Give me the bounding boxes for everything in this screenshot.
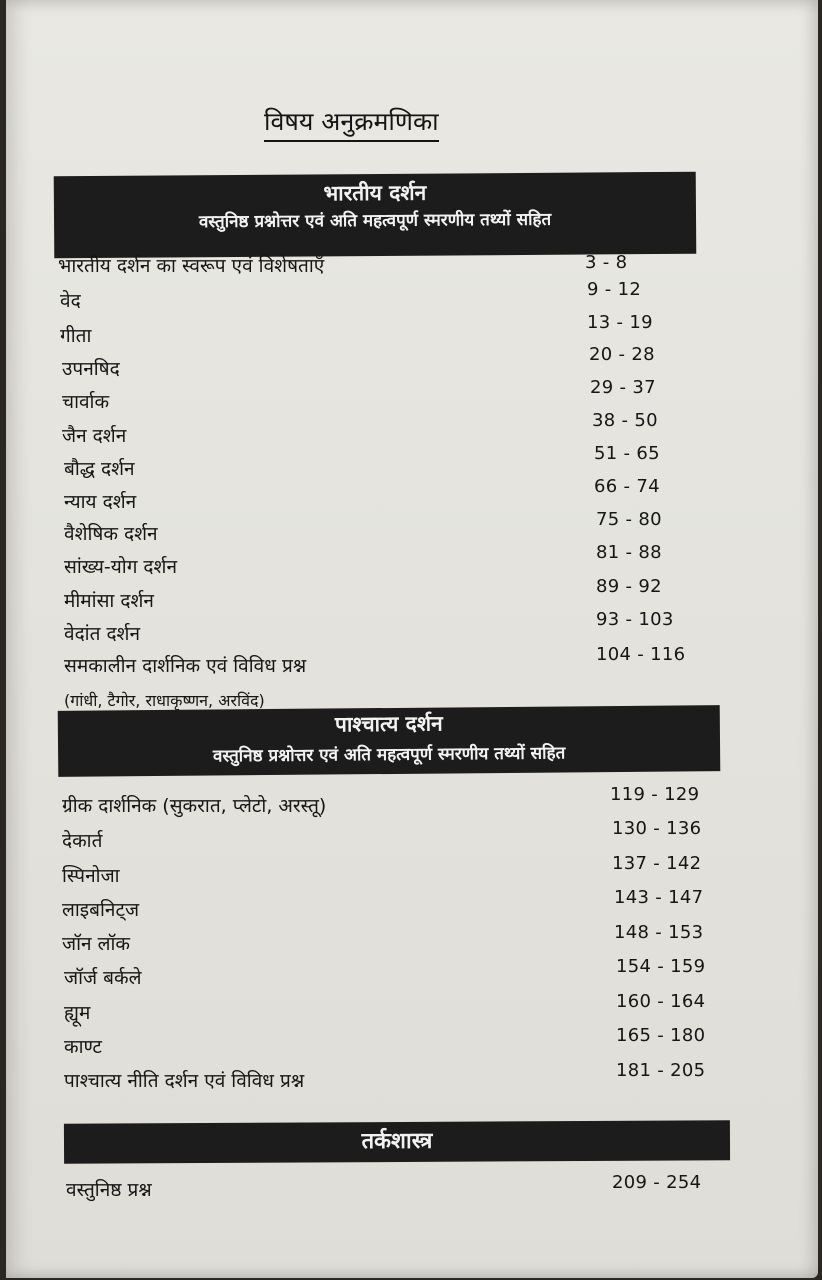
- toc-entry-label: भारतीय दर्शन का स्वरूप एवं विशेषताएँ: [58, 255, 325, 277]
- toc-entry-pages: 209 - 254: [612, 1172, 702, 1193]
- section-banner-indian-philosophy: [54, 172, 697, 258]
- section-banner-western-philosophy: [58, 705, 721, 777]
- toc-entry-pages: 3 - 8: [585, 252, 628, 273]
- section-subheading: वस्तुनिष्ठ प्रश्नोत्तर एवं अति महत्वपूर्ण स्मरणीय तथ्यों सहित: [212, 743, 566, 767]
- section-heading: भारतीय दर्शन: [323, 180, 427, 206]
- toc-entry-label: वेद: [60, 290, 81, 312]
- toc-entry-pages: 13 - 19: [587, 312, 653, 333]
- toc-entry-pages: 130 - 136: [612, 818, 702, 839]
- section-heading: पाश्चात्य दर्शन: [334, 711, 443, 737]
- toc-entry-label: गीता: [60, 325, 92, 347]
- toc-entry-label: स्पिनोजा: [62, 865, 120, 887]
- toc-entry-pages: 104 - 116: [596, 644, 686, 665]
- book-page: [6, 0, 818, 1278]
- toc-entry-pages: 119 - 129: [610, 784, 700, 805]
- toc-entry-label: जॉर्ज बर्कले: [64, 967, 142, 989]
- toc-entry-pages: 29 - 37: [590, 377, 656, 398]
- toc-entry-pages: 154 - 159: [616, 956, 706, 977]
- toc-entry-pages: 20 - 28: [589, 344, 655, 365]
- section-banner-logic: [64, 1120, 730, 1163]
- toc-entry-pages: 75 - 80: [596, 509, 662, 530]
- toc-entry-label: ह्यूम: [64, 1002, 91, 1024]
- section-subheading: वस्तुनिष्ठ प्रश्नोत्तर एवं अति महत्वपूर्ण स्मरणीय तथ्यों सहित: [198, 209, 552, 233]
- toc-entry-label: देकार्त: [62, 830, 103, 852]
- toc-entry-label: वेदांत दर्शन: [64, 623, 140, 645]
- toc-entry-label: मीमांसा दर्शन: [64, 590, 154, 612]
- toc-entry-pages: 9 - 12: [587, 279, 642, 300]
- toc-entry-label: ग्रीक दार्शनिक (सुकरात, प्लेटो, अरस्तू): [62, 795, 327, 817]
- page-title: विषय अनुक्रमणिका: [264, 104, 439, 142]
- toc-entry-pages: 66 - 74: [594, 476, 660, 497]
- toc-entry-pages: 93 - 103: [596, 609, 674, 630]
- toc-entry-label: जॉन लॉक: [62, 933, 130, 955]
- toc-entry-pages: 143 - 147: [614, 887, 704, 908]
- toc-entry-label: उपनषिद: [62, 358, 120, 380]
- toc-entry-pages: 51 - 65: [594, 443, 660, 464]
- toc-entry-label: पाश्चात्य नीति दर्शन एवं विविध प्रश्न: [64, 1070, 305, 1092]
- section-heading: तर्कशास्त्र: [361, 1128, 433, 1155]
- toc-entry-note: (गांधी, टैगोर, राधाकृष्णन, अरविंद): [64, 691, 265, 710]
- toc-entry-label: काण्ट: [64, 1036, 102, 1058]
- toc-entry-pages: 89 - 92: [596, 576, 662, 597]
- toc-entry-pages: 181 - 205: [616, 1060, 706, 1081]
- toc-entry-label: लाइबनिट्ज: [62, 899, 140, 921]
- toc-entry-label: बौद्ध दर्शन: [64, 458, 135, 480]
- toc-entry-label: जैन दर्शन: [62, 425, 127, 447]
- toc-entry-pages: 160 - 164: [616, 991, 706, 1012]
- toc-entry-label: समकालीन दार्शनिक एवं विविध प्रश्न: [64, 655, 307, 677]
- toc-entry-pages: 137 - 142: [612, 853, 702, 874]
- toc-entry-label: सांख्य-योग दर्शन: [64, 556, 177, 578]
- toc-entry-pages: 38 - 50: [592, 410, 658, 431]
- toc-entry-pages: 81 - 88: [596, 542, 662, 563]
- toc-entry-label: वैशेषिक दर्शन: [64, 523, 158, 545]
- toc-entry-pages: 148 - 153: [614, 922, 704, 943]
- toc-entry-label: न्याय दर्शन: [64, 491, 137, 513]
- toc-entry-label: चार्वाक: [62, 391, 110, 413]
- toc-entry-label: वस्तुनिष्ठ प्रश्न: [66, 1179, 152, 1201]
- toc-entry-pages: 165 - 180: [616, 1025, 706, 1046]
